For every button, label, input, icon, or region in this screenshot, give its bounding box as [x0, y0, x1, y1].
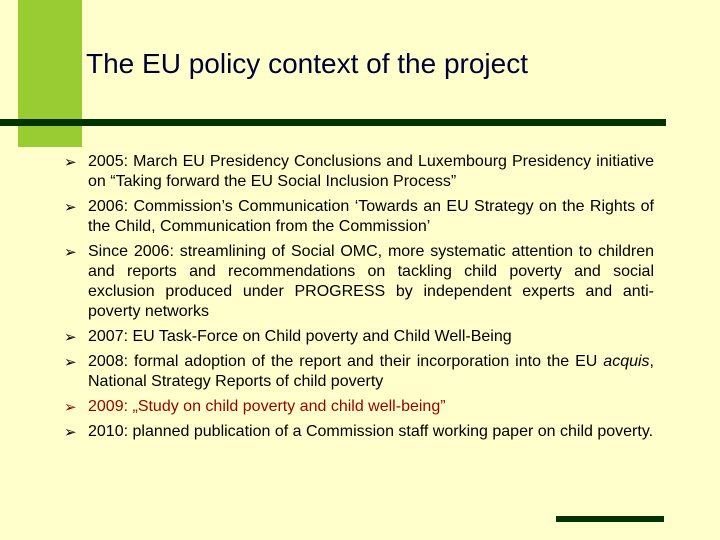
footer-rule [556, 516, 664, 522]
title-underline [0, 119, 666, 126]
bullet-text-after: , National Strategy Reports of child poverty [88, 353, 654, 390]
bullet-item [64, 327, 654, 347]
bullet-item-highlighted [64, 397, 654, 417]
bullet-item [64, 242, 654, 322]
arrow-bullet-icon: ➢ [64, 153, 77, 171]
arrow-bullet-icon: ➢ [64, 328, 77, 346]
bullet-text: 2010: planned publication of a Commission staff working paper on child poverty. [88, 423, 654, 440]
bullet-text: Since 2006: streamlining of Social OMC, more systematic attention to children and reports and recommendations on tackling child poverty and social exclusion produced under PROGRESS by independent experts and anti-poverty networks [88, 243, 654, 320]
slide-title: The EU policy context of the project [86, 48, 528, 79]
arrow-bullet-icon: ➢ [64, 243, 77, 261]
bullet-list [64, 152, 654, 447]
bullet-item [64, 422, 654, 442]
bullet-text: 2007: EU Task-Force on Child poverty and Child Well-Being [88, 328, 512, 345]
acquis-term: acquis [603, 353, 650, 370]
arrow-bullet-icon: ➢ [64, 423, 77, 441]
bullet-text-before: 2008: formal adoption of the report and their incorporation into the EU [88, 353, 604, 370]
bullet-item [64, 352, 654, 392]
bullet-item [64, 152, 654, 192]
bullet-item [64, 197, 654, 237]
bullet-text: 2006: Commission’s Communication ‘Towards an EU Strategy on the Rights of the Child, Communication from the Commission’ [88, 198, 654, 235]
arrow-bullet-icon: ➢ [64, 353, 77, 371]
bullet-text: 2005: March EU Presidency Conclusions and Luxembourg Presidency initiative on “Taking forward the EU Social Inclusion Process” [88, 153, 654, 190]
arrow-bullet-icon: ➢ [64, 198, 77, 216]
arrow-bullet-icon: ➢ [64, 398, 77, 416]
bullet-text [88, 353, 654, 390]
bullet-text: 2009: „Study on child poverty and child well-being” [88, 398, 446, 415]
